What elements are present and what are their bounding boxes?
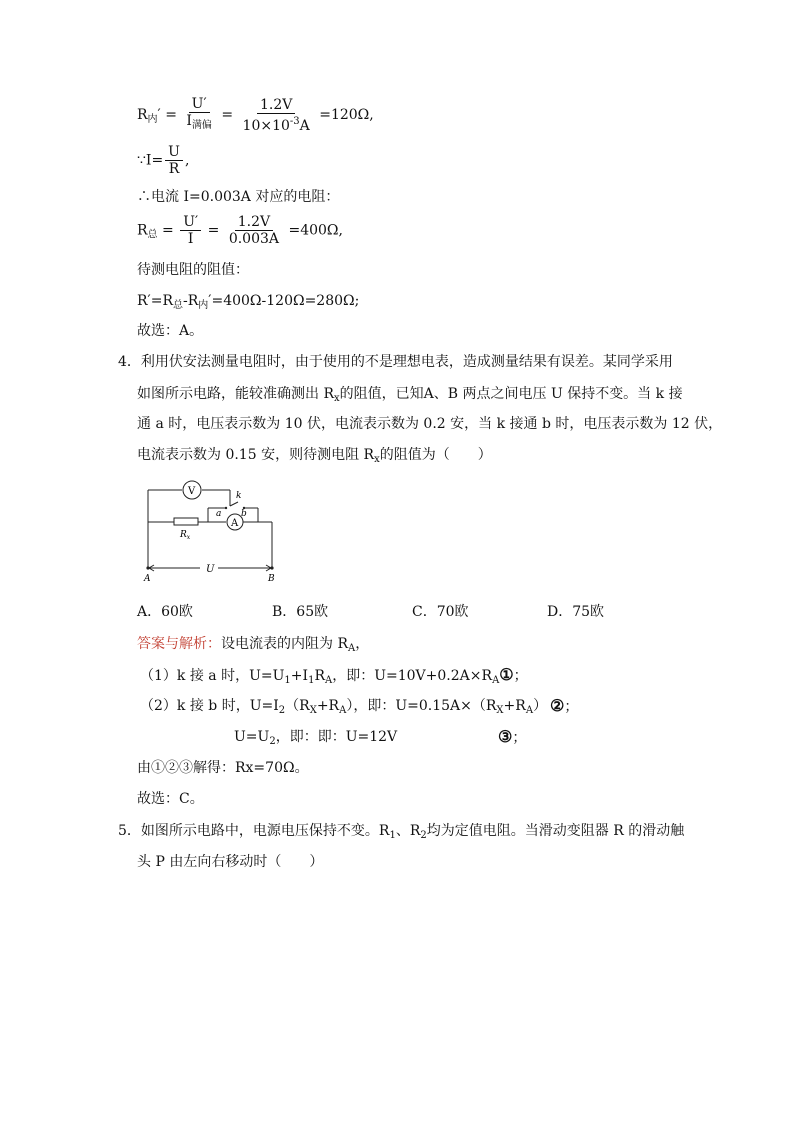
r-symbol: R <box>137 107 148 123</box>
equation-mark-2: ② <box>550 696 565 715</box>
contact-a-dot <box>225 507 227 509</box>
formula-r-total: $R_总$ = $\frac{U'}{I}$ = $\frac{1.2V}{0.003A}$ =400Ω, <box>137 214 343 247</box>
q5-line-1: 5．如图所示电路中，电源电压保持不变。$R_1$、$R_2$均为定值电阻。当滑动变阻器 R 的滑动触 <box>118 823 685 841</box>
analysis-intro: 答案与解析：设电流表的内阻为 $R_A$， <box>137 636 370 654</box>
formula-ohms-law: ∵I= $\frac{U}{R}$ , <box>137 144 190 177</box>
analysis-step-3-mark: ③； <box>498 727 527 746</box>
analysis-step-3: $U=U_2$，即：即：U=12V <box>234 729 398 747</box>
solve-line: 由①②③解得：Rx=70Ω。 <box>137 760 309 776</box>
q4-line-3: 通 a 时，电压表示数为 10 伏，电流表示数为 0.2 安，当 k 接通 b 时，电压表示数为 12 伏， <box>137 416 723 432</box>
analysis-label: 答案与解析： <box>137 636 221 652</box>
equation-mark-1: ① <box>499 665 514 684</box>
q5-line-2: 头 P 由左向右移动时（ ） <box>137 854 324 870</box>
contact-a-label: a <box>216 509 222 519</box>
switch-blade <box>230 502 238 506</box>
switch-k-label: k <box>236 491 242 501</box>
q4-line-1: 4．利用伏安法测量电阻时，由于使用的不是理想电表，造成测量结果有误差。某同学采用 <box>118 354 673 370</box>
q4-line-2: 如图所示电路，能较准确测出 $R_x$的阻值，已知A、B 两点之间电压 U 保持不变。当 k 接 <box>137 386 683 404</box>
formula-r-internal: $R_内'$ = $\frac{U'}{I_{满偏}}$ = $\frac{1.2V}{10\times 10^{-3}A}$ =120Ω, <box>137 96 374 134</box>
contact-b-label: b <box>241 509 247 519</box>
analysis-step-2-mark: ②； <box>550 696 579 715</box>
terminal-a-dot <box>146 566 149 569</box>
q4-line-4: 电流表示数为 0.15 安，则待测电阻 $R_x$的阻值为（ ） <box>137 447 492 465</box>
answer-q4: 故选：C。 <box>137 791 204 807</box>
analysis-step-1: （1）k 接 a 时，$U=U_1+I_1R_A$，即：$U=10V+0.2A\times R_A①$； <box>140 665 528 686</box>
equation-mark-3: ③ <box>498 727 513 746</box>
measured-resistance-line: 待测电阻的阻值： <box>137 262 249 278</box>
option-c[interactable]: C．70欧 <box>412 604 469 620</box>
fraction-voltage-over-current: $\frac{1.2V}{10\times 10^{-3}A}$ <box>242 96 310 134</box>
fraction-u-over-i: $\frac{U'}{I_{满偏}}$ <box>186 96 212 131</box>
circuit-diagram <box>140 480 290 585</box>
analysis-step-2: （2）k 接 b 时，$U=I_2(R_X+R_A)$，即：$U=0.15A\times(R_X+R_A)$ <box>140 698 548 716</box>
resistor-rx <box>174 518 198 525</box>
terminal-b-label: B <box>268 574 275 584</box>
ammeter-label: A <box>231 518 239 529</box>
option-d[interactable]: D．75欧 <box>547 604 605 620</box>
formula-r-prime: $R'=R_总-R_内'=400\Omega-120\Omega=280\Omega$; <box>137 293 360 311</box>
terminal-a-label: A <box>144 574 151 584</box>
option-b[interactable]: B．65欧 <box>272 604 329 620</box>
therefore-line: ∴电流 I=0.003A 对应的电阻： <box>137 189 340 205</box>
rx-label: $R_x$ <box>180 530 191 541</box>
terminal-b-dot <box>270 566 273 569</box>
u-label: U <box>206 564 215 575</box>
voltmeter-label: V <box>188 486 196 497</box>
option-a[interactable]: A．60欧 <box>137 604 193 620</box>
q4-options <box>137 602 657 622</box>
answer-q3: 故选：A。 <box>137 323 204 339</box>
